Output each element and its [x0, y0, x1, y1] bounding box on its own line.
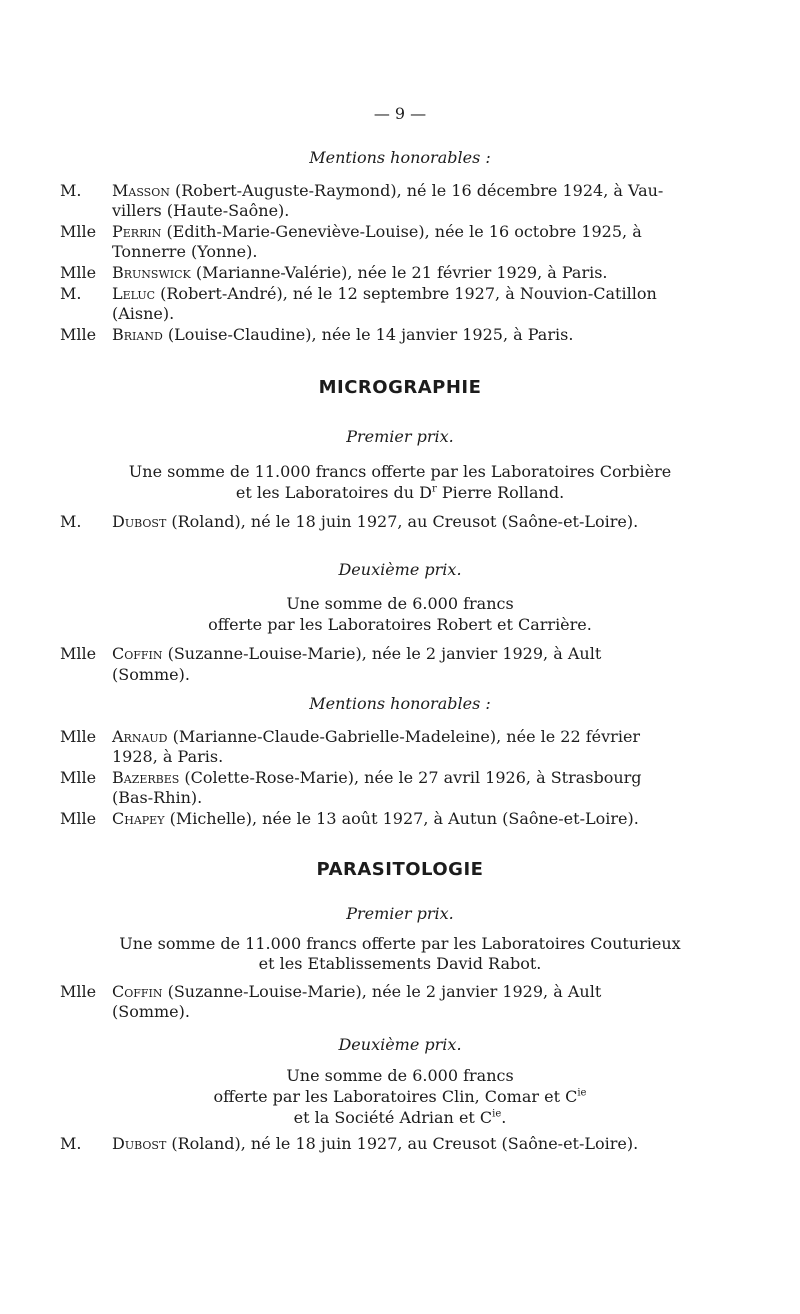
section-heading: PARASITOLOGIE [316, 859, 484, 880]
entry-details: (Marianne-Claude-Gabrielle-Madeleine), née le 22 février [172, 727, 641, 746]
mention-entry [60, 284, 657, 304]
surname: Brunswick [112, 263, 191, 282]
prize-description: et les Laboratoires du $D^r$ Pierre Rolland. [235, 483, 565, 502]
title-prefix: Mlle [60, 809, 97, 828]
prize-description: Une somme de 11.000 francs offerte par les Laboratoires Couturieux [119, 934, 681, 953]
mention-entry [60, 768, 642, 788]
surname: Dubost [112, 512, 167, 531]
surname: Bazerbes [112, 768, 180, 787]
title-prefix: Mlle [60, 263, 97, 282]
entry-details: (Roland), né le 18 juin 1927, au Creusot (Saône-et-Loire). [171, 512, 639, 531]
prize-description: Une somme de 6.000 francs [286, 594, 514, 613]
mention-entry [60, 325, 573, 345]
prize-description: offerte par les Laboratoires Clin, Comar et $C^{ie}$ [213, 1087, 587, 1106]
surname: Chapey [112, 809, 165, 828]
winner-entry [60, 644, 601, 664]
surname: Leluc [112, 284, 156, 303]
surname: Arnaud [112, 727, 168, 746]
mentions-title: Mentions honorables : [309, 148, 491, 167]
surname: Dubost [112, 1134, 167, 1153]
mentions-title: Mentions honorables : [309, 694, 491, 713]
entry-details: (Louise-Claudine), née le 14 janvier 1925, à Paris. [167, 325, 574, 344]
mention-entry [60, 222, 642, 242]
surname: Masson [112, 181, 170, 200]
entry-continuation: Tonnerre (Yonne). [112, 242, 258, 261]
prize-title: Premier prix. [346, 904, 454, 923]
entry-details: (Suzanne-Louise-Marie), née le 2 janvier 1929, à Ault [167, 644, 602, 663]
prize-description: et les Etablissements David Rabot. [258, 954, 542, 973]
entry-continuation: villers (Haute-Saône). [112, 201, 290, 220]
surname: Coffin [112, 644, 163, 663]
entry-details: (Colette-Rose-Marie), née le 27 avril 1926, à Strasbourg [184, 768, 642, 787]
entry-details: (Marianne-Valérie), née le 21 février 1929, à Paris. [195, 263, 608, 282]
title-prefix: Mlle [60, 325, 97, 344]
winner-entry [60, 982, 601, 1002]
title-prefix: M. [60, 181, 82, 200]
title-prefix: Mlle [60, 727, 97, 746]
mention-entry [60, 809, 639, 829]
mention-entry [60, 727, 640, 747]
entry-details: (Michelle), née le 13 août 1927, à Autun (Saône-et-Loire). [169, 809, 639, 828]
surname: Coffin [112, 982, 163, 1001]
prize-description: offerte par les Laboratoires Robert et Carrière. [208, 615, 592, 634]
entry-continuation: (Somme). [112, 665, 190, 684]
winner-entry [60, 1134, 638, 1154]
prize-title: Deuxième prix. [338, 560, 462, 579]
title-prefix: M. [60, 1134, 82, 1153]
title-prefix: Mlle [60, 982, 97, 1001]
mention-entry [60, 263, 608, 283]
entry-continuation: (Bas-Rhin). [112, 788, 203, 807]
entry-details: (Suzanne-Louise-Marie), née le 2 janvier 1929, à Ault [167, 982, 602, 1001]
title-prefix: Mlle [60, 222, 97, 241]
prize-title: Premier prix. [346, 427, 454, 446]
title-prefix: M. [60, 512, 82, 531]
prize-description: Une somme de 6.000 francs [286, 1066, 514, 1085]
title-prefix: Mlle [60, 644, 97, 663]
prize-description: Une somme de 11.000 francs offerte par les Laboratoires Corbière [128, 462, 672, 481]
title-prefix: Mlle [60, 768, 97, 787]
entry-details: (Roland), né le 18 juin 1927, au Creusot (Saône-et-Loire). [171, 1134, 639, 1153]
winner-entry [60, 512, 638, 532]
entry-continuation: 1928, à Paris. [112, 747, 224, 766]
surname: Briand [112, 325, 163, 344]
mention-entry [60, 181, 663, 201]
entry-details: (Robert-André), né le 12 septembre 1927, à Nouvion-Catillon [160, 284, 657, 303]
section-heading: MICROGRAPHIE [318, 377, 482, 398]
entry-details: (Edith-Marie-Geneviève-Louise), née le 16 octobre 1925, à [166, 222, 642, 241]
surname: Perrin [112, 222, 162, 241]
prize-title: Deuxième prix. [338, 1035, 462, 1054]
page-number: — 9 — [373, 104, 427, 123]
prize-description: et la Société Adrian et $C^{ie}$. [293, 1108, 507, 1127]
entry-continuation: (Somme). [112, 1002, 190, 1021]
entry-details: (Robert-Auguste-Raymond), né le 16 décembre 1924, à Vau- [174, 181, 664, 200]
title-prefix: M. [60, 284, 82, 303]
entry-continuation: (Aisne). [112, 304, 175, 323]
